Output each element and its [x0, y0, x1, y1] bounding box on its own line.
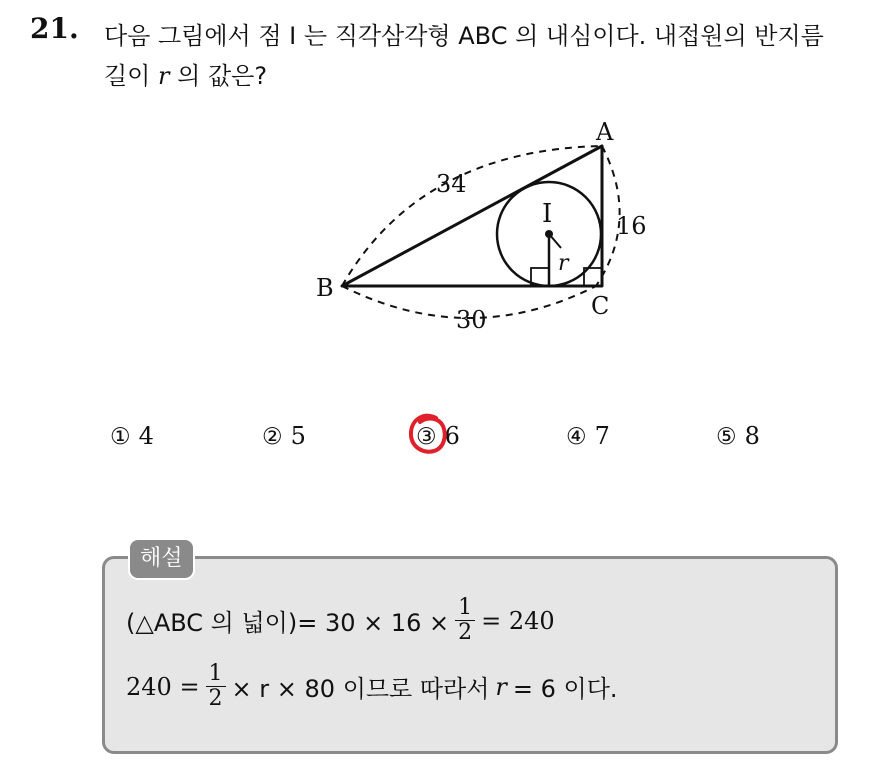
vertex-label-b: B — [316, 274, 334, 302]
solution-line1 — [126, 596, 555, 645]
fraction-numerator: 1 — [455, 596, 475, 621]
choice-5-value: 8 — [744, 422, 760, 450]
question-text-pre: 길이 — [104, 62, 151, 90]
side-bc-length: 30 — [456, 306, 487, 334]
solution-box — [102, 556, 838, 754]
choice-1-marker: ① — [110, 424, 131, 450]
choice-5-marker: ⑤ — [716, 424, 737, 450]
fraction-one-half — [455, 596, 475, 645]
vertex-label-a: A — [596, 118, 614, 146]
choice-4[interactable] — [566, 422, 610, 450]
incenter-point — [545, 230, 553, 238]
solution-line2-pre: 240 = — [126, 672, 200, 701]
triangle-figure — [300, 110, 660, 340]
question-text-line1: 다음 그림에서 점 I 는 직각삼각형 ABC 의 내심이다. 내접원의 반지름 — [104, 22, 824, 50]
choice-5[interactable] — [716, 422, 760, 450]
choice-3-marker: ③ — [416, 424, 437, 450]
vertex-label-c: C — [591, 292, 610, 320]
solution-line1-post: = 240 — [481, 606, 555, 635]
choice-1-value: 4 — [138, 422, 154, 450]
solution-line1-pre: (△ABC 의 넓이)= 30 × 16 × — [126, 609, 450, 637]
solution-variable: r — [495, 672, 507, 701]
fraction-denominator: 2 — [208, 686, 223, 711]
answer-circle-mark — [406, 410, 450, 458]
radius-label: r — [558, 251, 569, 276]
question-text-line2 — [104, 56, 267, 91]
solution-line2 — [126, 662, 618, 711]
incenter-label: I — [542, 199, 553, 229]
choice-4-marker: ④ — [566, 424, 587, 450]
solution-tag: 해설 — [128, 538, 195, 580]
question-number: 21. — [30, 12, 79, 45]
choice-2-marker: ② — [262, 424, 283, 450]
solution-line2-post: = 6 이다. — [512, 675, 618, 703]
choice-1[interactable] — [110, 422, 154, 450]
fraction-one-half — [206, 662, 226, 711]
side-ab-length: 34 — [436, 170, 467, 198]
answer-choices — [110, 422, 790, 454]
side-ac-length: 16 — [616, 212, 647, 240]
choice-2[interactable] — [262, 422, 306, 450]
question-text-post: 의 값은? — [177, 62, 268, 90]
fraction-denominator: 2 — [458, 620, 473, 645]
solution-line2-mid: × r × 80 이므로 따라서 — [231, 675, 490, 703]
choice-3-value: 6 — [444, 422, 460, 450]
choice-2-value: 5 — [290, 422, 306, 450]
fraction-numerator: 1 — [206, 662, 226, 687]
question-variable: r — [158, 62, 170, 90]
choice-4-value: 7 — [594, 422, 610, 450]
